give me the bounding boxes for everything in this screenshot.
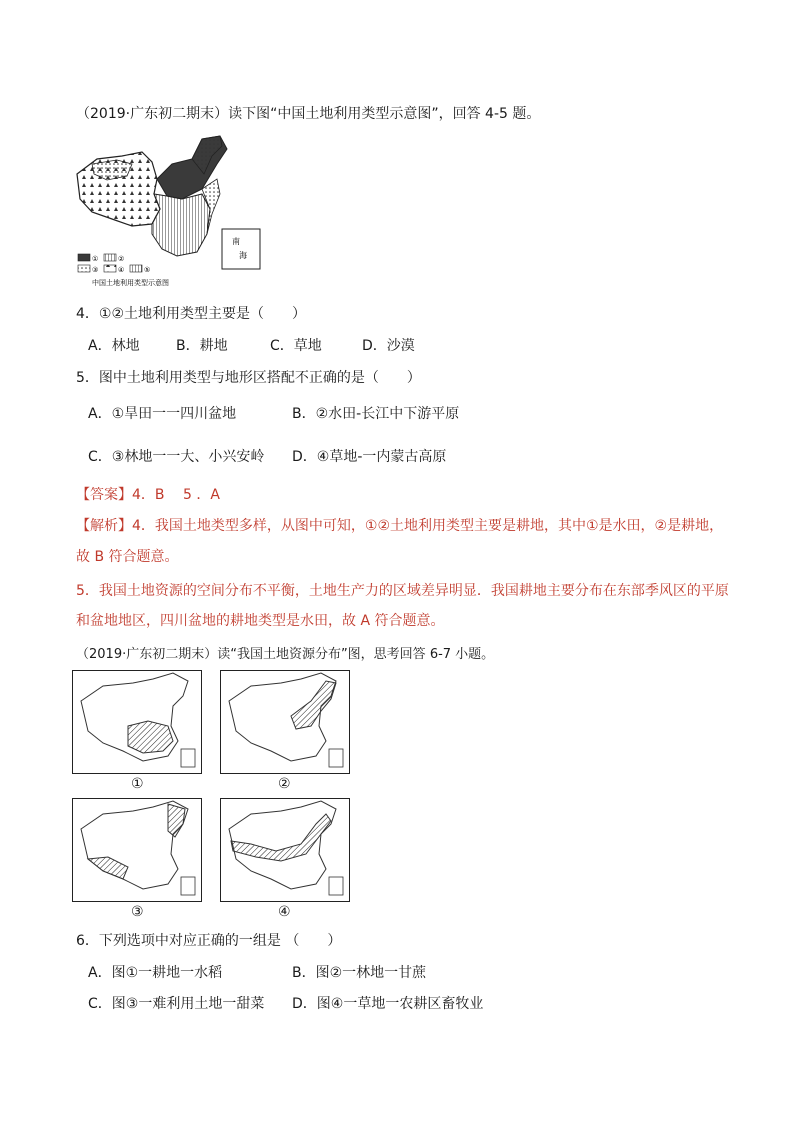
legend-1: ① [92,255,99,263]
resource-map-4 [220,798,350,902]
analysis-5-line2: 和盆地地区，四川盆地的耕地类型是水田，故 A 符合题意。 [76,613,445,629]
analysis-4-text: 4．我国土地类型多样，从图中可知，①②土地利用类型主要是耕地，其中①是水田，②是耕地， [132,518,724,534]
q5-option-b: B．②水田-长江中下游平原 [292,406,460,422]
inset-label-south: 南 [232,237,240,246]
analysis-tag: 【解析】 [76,518,132,534]
legend-3: ③ [92,266,99,274]
q45-intro: （2019·广东初二期末）读下图“中国土地利用类型示意图”，回答 4-5 题。 [76,106,541,122]
q5-stem: 5．图中土地利用类型与地形区搭配不正确的是（ ） [76,370,421,386]
q6-option-a: A．图①一耕地一水稻 [88,965,223,981]
legend-2: ② [118,255,125,263]
q4-option-c: C．草地 [270,338,322,354]
resource-map-3 [72,798,202,902]
map-label-3: ③ [131,904,144,920]
analysis-5-line1: 5．我国土地资源的空间分布不平衡，土地生产力的区域差异明显．我国耕地主要分布在东部季风区的平原 [76,583,729,599]
answer-line [76,484,220,504]
q4-option-d: D．沙漠 [362,338,415,354]
q6-option-c: C．图③一难利用土地一甜菜 [88,996,265,1012]
q5-option-d: D．④草地-一内蒙古高原 [292,449,447,465]
q6-option-b: B．图②一林地一甘蔗 [292,965,427,981]
answer-text: 4．B 5 ．A [132,487,220,503]
q67-intro: （2019·广东初二期末）读“我国土地资源分布”图，思考回答 6-7 小题。 [76,647,495,662]
q5-option-c: C．③林地一一大、小兴安岭 [88,449,265,465]
inset-label-sea: 海 [239,251,247,260]
q4-stem: 4．①②土地利用类型主要是（ ） [76,306,307,322]
land-use-map-figure [72,134,268,289]
map-label-4: ④ [278,904,291,920]
analysis-4-line2: 故 B 符合题意。 [76,549,179,565]
q6-option-d: D．图④一草地一农耕区畜牧业 [292,996,484,1012]
q4-option-a: A．林地 [88,338,140,354]
resource-map-1 [72,670,202,774]
map-label-2: ② [278,776,291,792]
analysis-4-line1 [76,515,723,535]
map-caption: 中国土地利用类型示意图 [92,279,169,287]
q4-option-b: B．耕地 [176,338,228,354]
legend-5: ⑤ [144,266,151,274]
land-use-map [72,134,268,289]
legend-4: ④ [118,266,125,274]
q5-option-a: A．①旱田一一四川盆地 [88,406,237,422]
answer-tag: 【答案】 [76,487,132,503]
q6-stem: 6．下列选项中对应正确的一组是 （ ） [76,933,342,949]
resource-map-2 [220,670,350,774]
map-label-1: ① [131,776,144,792]
